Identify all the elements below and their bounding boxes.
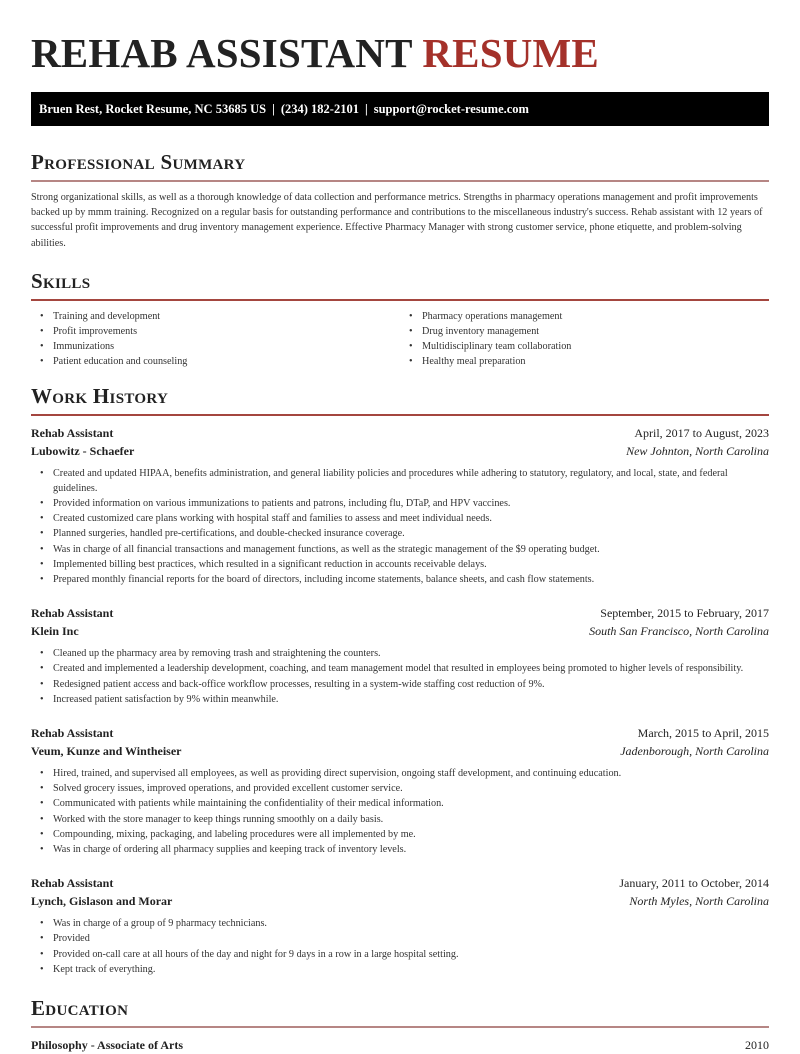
job-bullet: • Provided (40, 931, 769, 946)
section-heading-summary: Professional Summary (31, 148, 769, 182)
job-bullet: • Worked with the store manager to keep things running smoothly on a daily basis. (40, 812, 769, 827)
job-location: Jadenborough, North Carolina (620, 744, 769, 759)
job-title: Rehab Assistant (31, 425, 114, 440)
job-location: North Myles, North Carolina (629, 894, 769, 909)
job-dates: September, 2015 to February, 2017 (600, 606, 769, 621)
job-dates: January, 2011 to October, 2014 (619, 876, 769, 891)
skill-item: • Healthy meal preparation (409, 354, 769, 369)
skill-item: • Multidisciplinary team collaboration (409, 339, 769, 354)
job-bullet: • Created and implemented a leadership development, coaching, and team management model that resulted in employees being promoted to higher levels of responsibility. (40, 661, 769, 676)
job-bullets (31, 916, 769, 977)
job-bullet: • Was in charge of ordering all pharmacy supplies and keeping track of inventory levels. (40, 842, 769, 857)
resume-title (31, 28, 769, 76)
job-bullets (31, 766, 769, 857)
education-entry (31, 1036, 769, 1054)
education-section (31, 994, 769, 1054)
job-bullet: • Prepared monthly financial reports for the board of directors, including income statements, balance sheets, and cash flow statements. (40, 572, 769, 587)
skill-item: • Pharmacy operations management (409, 309, 769, 324)
job-bullet: • Hired, trained, and supervised all employees, as well as providing direct supervision, ongoing staff development, and continuing education. (40, 766, 769, 781)
job-bullet: • Cleaned up the pharmacy area by removing trash and straightening the counters. (40, 646, 769, 661)
job-bullet: • Provided information on various immunizations to patients and patrons, including flu, DTaP, and HPV vaccines. (40, 496, 769, 511)
job-entry (31, 874, 769, 977)
contact-separator: | (272, 102, 275, 116)
contact-email[interactable]: support@rocket-resume.com (373, 102, 529, 116)
work-history-section (31, 382, 769, 977)
skill-item: • Training and development (40, 309, 400, 324)
skills-section (31, 267, 769, 370)
job-entry (31, 424, 769, 588)
job-header-row (31, 874, 769, 892)
job-entry (31, 604, 769, 707)
skill-item: • Immunizations (40, 339, 400, 354)
job-company-row (31, 742, 769, 760)
job-bullet: • Redesigned patient access and back-office workflow processes, resulting in a system-wide staffing cost reduction of 9%. (40, 677, 769, 692)
contact-bar (31, 92, 769, 126)
job-bullet: • Communicated with patients while maintaining the confidentiality of their medical information. (40, 796, 769, 811)
job-header-row (31, 604, 769, 622)
job-title: Rehab Assistant (31, 876, 114, 891)
job-company: Lubowitz - Schaefer (31, 443, 135, 458)
job-location: South San Francisco, North Carolina (589, 624, 769, 639)
skills-column-right (400, 309, 769, 370)
job-bullet: • Created and updated HIPAA, benefits administration, and general liability policies and procedures while adhering to statutory, regulatory, and local, state, and federal guidelines. (40, 466, 769, 496)
job-header-row (31, 424, 769, 442)
job-bullet: • Was in charge of a group of 9 pharmacy technicians. (40, 916, 769, 931)
skills-list (31, 309, 769, 370)
job-bullets (31, 646, 769, 707)
section-heading-skills: Skills (31, 267, 769, 301)
job-entry (31, 724, 769, 857)
job-bullet: • Planned surgeries, handled pre-certifications, and double-checked insurance coverage. (40, 526, 769, 541)
job-header-row (31, 724, 769, 742)
job-company-row (31, 442, 769, 460)
contact-separator: | (364, 102, 368, 116)
skill-item: • Patient education and counseling (40, 354, 400, 369)
section-heading-work-history: Work History (31, 382, 769, 416)
job-bullet: • Solved grocery issues, improved operations, and provided excellent customer service. (40, 781, 769, 796)
job-dates: April, 2017 to August, 2023 (634, 425, 769, 440)
job-bullets (31, 466, 769, 588)
job-bullet: • Implemented billing best practices, which resulted in a significant reduction in accounts receivable delays. (40, 557, 769, 572)
job-bullet: • Provided on-call care at all hours of the day and night for 9 days in a row in a large hospital setting. (40, 947, 769, 962)
job-title: Rehab Assistant (31, 606, 114, 621)
job-location: New Johnton, North Carolina (626, 443, 769, 458)
summary-text: Strong organizational skills, as well as a thorough knowledge of data collection and performance metrics. Strengths in pharmacy operations management and profit improvements backed up by mmm training. Recognized on a regular basis for outstanding performance and contributions to the miscellaneous industry's success. Rehab assistant with 12 years of successful profit improvements and drug inventory management experience. Effective Pharmacy Manager with strong customer service, phone etiquette, and problem-solving abilities. (31, 192, 763, 249)
skill-item: • Drug inventory management (409, 324, 769, 339)
job-title: Rehab Assistant (31, 726, 114, 741)
education-degree: Philosophy - Associate of Arts (31, 1038, 184, 1053)
job-bullet: • Created customized care plans working with hospital staff and families to assess and meet individual needs. (40, 511, 769, 526)
job-company: Klein Inc (31, 624, 79, 639)
job-company-row (31, 892, 769, 910)
title-main: REHAB ASSISTANT (31, 30, 412, 76)
job-company-row (31, 622, 769, 640)
skills-column-left (31, 309, 400, 370)
skill-item: • Profit improvements (40, 324, 400, 339)
job-company: Lynch, Gislason and Morar (31, 894, 173, 909)
section-heading-education: Education (31, 994, 769, 1028)
contact-address: Bruen Rest, Rocket Resume, NC 53685 US (39, 102, 267, 116)
professional-summary-section (31, 148, 769, 251)
job-bullet: • Kept track of everything. (40, 962, 769, 977)
contact-phone: (234) 182-2101 (280, 102, 359, 116)
job-bullet: • Compounding, mixing, packaging, and labeling procedures were all implemented by me. (40, 827, 769, 842)
education-year: 2010 (745, 1038, 769, 1053)
job-company: Veum, Kunze and Wintheiser (31, 744, 182, 759)
job-dates: March, 2015 to April, 2015 (637, 726, 769, 741)
job-bullet: • Was in charge of all financial transactions and management functions, as well as the strategic management of the $9 operating budget. (40, 542, 769, 557)
job-bullet: • Increased patient satisfaction by 9% within meanwhile. (40, 692, 769, 707)
title-accent: RESUME (422, 30, 599, 76)
